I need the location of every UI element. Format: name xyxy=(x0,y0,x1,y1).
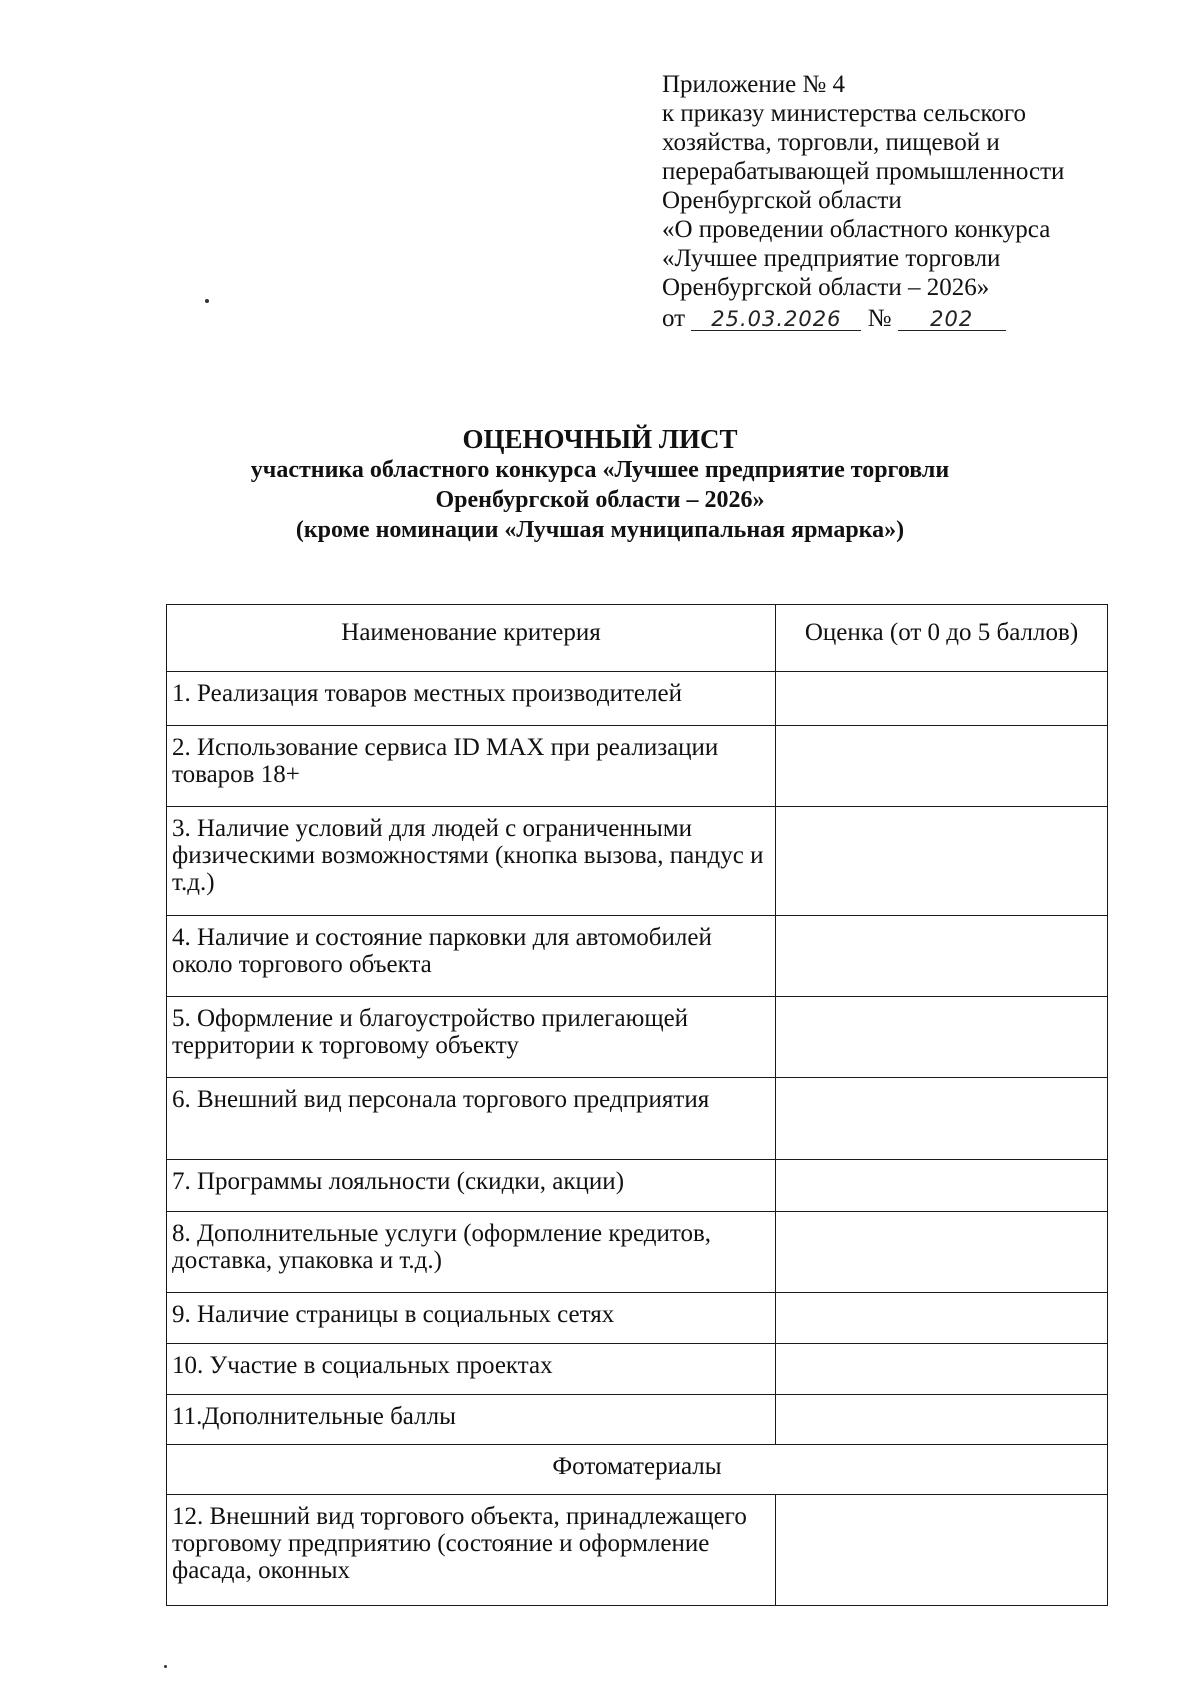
document-title-block xyxy=(0,424,1200,545)
table-row xyxy=(167,726,1108,807)
header-score-label: Оценка (от 0 до 5 баллов) xyxy=(804,618,1079,646)
header-criteria-cell xyxy=(167,605,776,672)
appendix-line: «Лучшее предприятие торговли xyxy=(662,245,1001,272)
criterion-cell: 7. Программы лояльности (скидки, акции) xyxy=(167,1160,776,1212)
criterion-cell: 6. Внешний вид персонала торгового предприятия xyxy=(167,1078,776,1160)
criterion-cell: 5. Оформление и благоустройство прилегающей территории к торговому объекту xyxy=(167,997,776,1078)
table-row xyxy=(167,1078,1108,1160)
header-score-cell xyxy=(776,605,1108,672)
appendix-line: Оренбургской области – 2026» xyxy=(662,274,990,301)
score-cell[interactable] xyxy=(776,1495,1108,1606)
evaluation-table-wrapper xyxy=(166,604,1107,1606)
scan-speck xyxy=(205,299,209,303)
handwritten-order-date: 25.03.2026 xyxy=(691,308,861,331)
criterion-cell: 9. Наличие страницы в социальных сетях xyxy=(167,1293,776,1344)
number-prefix: № xyxy=(867,305,892,332)
score-cell[interactable] xyxy=(776,1344,1108,1395)
criterion-cell: 12. Внешний вид торгового объекта, принадлежащего торговому предприятию (состояние и оформление фасада, оконных xyxy=(167,1495,776,1606)
table-row xyxy=(167,672,1108,726)
table-row xyxy=(167,1160,1108,1212)
table-header-row xyxy=(167,605,1108,672)
criterion-cell: 8. Дополнительные услуги (оформление кредитов, доставка, упаковка и т.д.) xyxy=(167,1212,776,1293)
document-subtitle-line: Оренбургской области – 2026» xyxy=(435,487,765,513)
table-row xyxy=(167,1395,1108,1445)
score-cell[interactable] xyxy=(776,1078,1108,1160)
header-criteria-label: Наименование критерия xyxy=(341,618,601,646)
order-date-line xyxy=(662,304,1162,333)
handwritten-order-number: 202 xyxy=(898,308,1006,331)
appendix-line: перерабатывающей промышленности xyxy=(662,158,1065,185)
score-cell[interactable] xyxy=(776,672,1108,726)
section-row xyxy=(167,1445,1108,1495)
date-prefix: от xyxy=(662,305,686,332)
appendix-header xyxy=(662,70,1162,333)
document-subtitle-line: (кроме номинации «Лучшая муниципальная ярмарка») xyxy=(295,517,905,543)
score-cell[interactable] xyxy=(776,807,1108,916)
criterion-cell: 11.Дополнительные баллы xyxy=(167,1395,776,1445)
section-photo-header: Фотоматериалы xyxy=(167,1445,1108,1495)
table-row xyxy=(167,1293,1108,1344)
criterion-cell: 4. Наличие и состояние парковки для автомобилей около торгового объекта xyxy=(167,916,776,997)
score-cell[interactable] xyxy=(776,1293,1108,1344)
score-cell[interactable] xyxy=(776,916,1108,997)
appendix-line: Оренбургской области xyxy=(662,187,902,214)
appendix-line: Приложение № 4 xyxy=(662,71,846,98)
score-cell[interactable] xyxy=(776,1212,1108,1293)
score-cell[interactable] xyxy=(776,1395,1108,1445)
document-title: ОЦЕНОЧНЫЙ ЛИСТ xyxy=(462,424,738,454)
score-cell[interactable] xyxy=(776,997,1108,1078)
criterion-cell: 2. Использование сервиса ID MAX при реализации товаров 18+ xyxy=(167,726,776,807)
criterion-cell: 10. Участие в социальных проектах xyxy=(167,1344,776,1395)
table-row xyxy=(167,1344,1108,1395)
table-row xyxy=(167,997,1108,1078)
evaluation-table xyxy=(166,604,1108,1606)
table-row xyxy=(167,916,1108,997)
appendix-line: «О проведении областного конкурса xyxy=(662,216,1051,243)
table-row xyxy=(167,807,1108,916)
appendix-line: к приказу министерства сельского xyxy=(662,100,1027,127)
table-row xyxy=(167,1212,1108,1293)
score-cell[interactable] xyxy=(776,1160,1108,1212)
criterion-cell: 1. Реализация товаров местных производителей xyxy=(167,672,776,726)
scan-speck xyxy=(164,1665,167,1668)
criterion-cell: 3. Наличие условий для людей с ограниченными физическими возможностями (кнопка вызова, пандус и т.д.) xyxy=(167,807,776,916)
score-cell[interactable] xyxy=(776,726,1108,807)
table-row xyxy=(167,1495,1108,1606)
document-subtitle-line: участника областного конкурса «Лучшее предприятие торговли xyxy=(250,457,950,483)
appendix-line: хозяйства, торговли, пищевой и xyxy=(662,129,1000,156)
